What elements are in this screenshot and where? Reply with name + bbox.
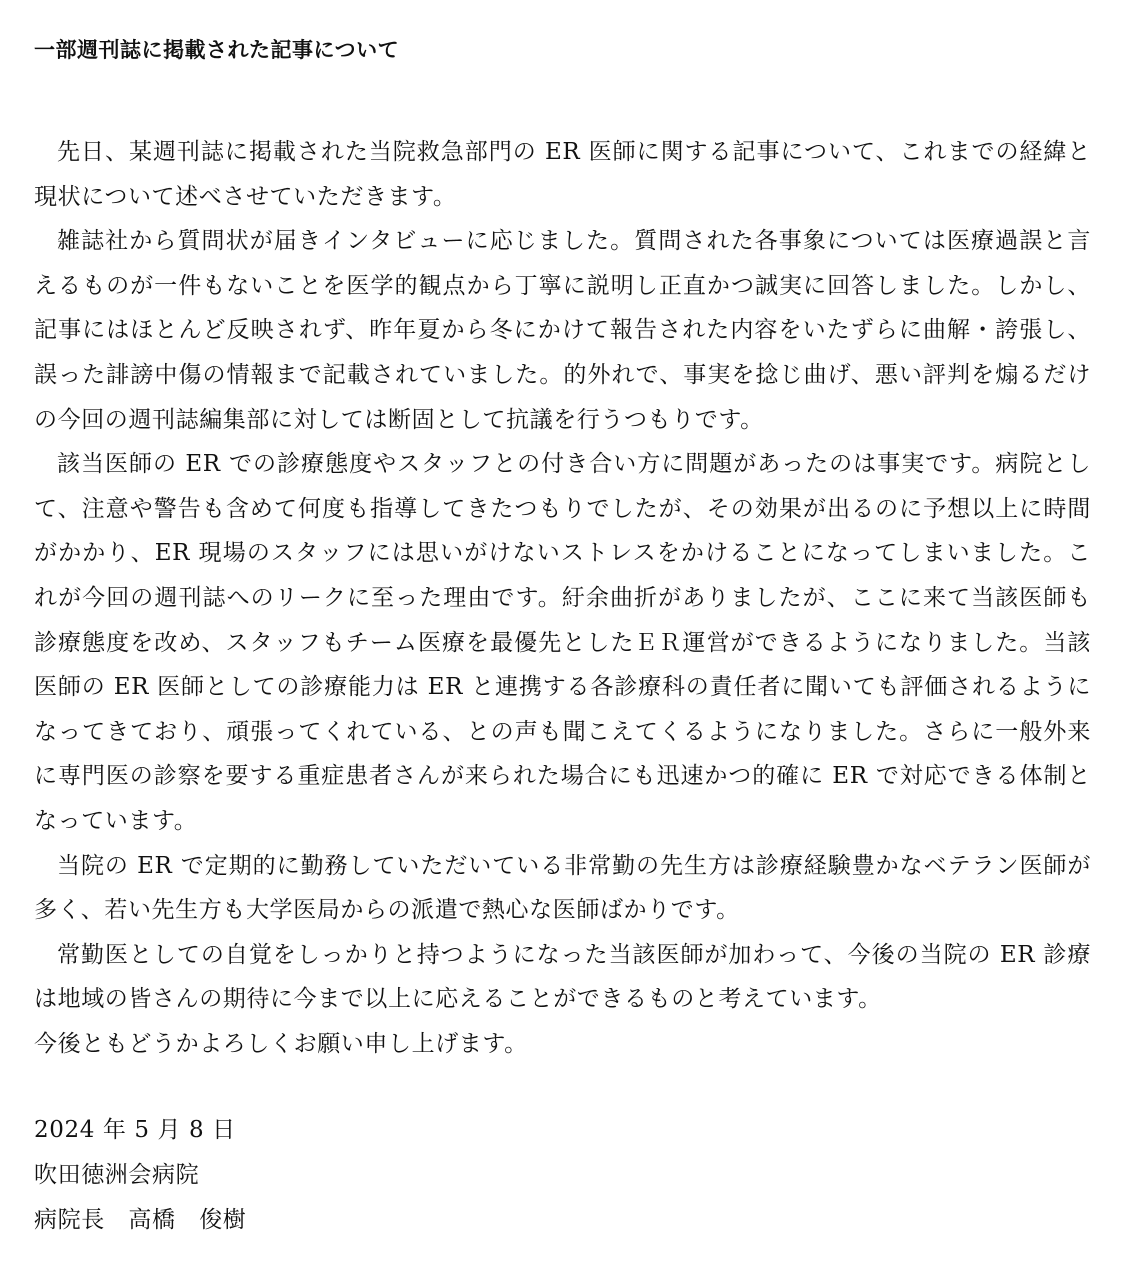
paragraph-part-time-staff: 当院の ER で定期的に勤務していただいている非常勤の先生方は診療経験豊かなベテラン医師が多く、若い先生方も大学医局からの派遣で熱心な医師ばかりです。: [34, 852, 1091, 924]
signature-hospital: 吹田徳洲会病院: [34, 1162, 200, 1189]
signature-date: 2024 年 5 月 8 日: [34, 1117, 236, 1144]
document-title: 一部週刊誌に掲載された記事について: [34, 38, 400, 62]
paragraph-closing: 今後ともどうかよろしくお願い申し上げます。: [34, 1030, 528, 1057]
paragraph-intro: 先日、某週刊誌に掲載された当院救急部門の ER 医師に関する記事について、これまでの経緯と現状について述べさせていただきます。: [34, 139, 1091, 210]
paragraph-interview: 雑誌社から質問状が届きインタビューに応じました。質問された各事象については医療過誤と言えるものが一件もないことを医学的観点から丁寧に説明し正直かつ誠実に回答しました。しかし、記事にはほとんど反映されず、昨年夏から冬にかけて報告された内容をいたずらに曲解・誇張し、誤った誹謗中傷の情報まで記載されていました。的外れで、事実を捻じ曲げ、悪い評判を煽るだけの今回の週刊誌編集部に対しては断固として抗議を行うつもりです。: [34, 228, 1091, 433]
paragraph-er-physician: 該当医師の ER での診療態度やスタッフとの付き合い方に問題があったのは事実です。病院として、注意や警告も含めて何度も指導してきたつもりでしたが、その効果が出るのに予想以上に時間がかかり、ER 現場のスタッフには思いがけないストレスをかけることになってしまいました。これが今回の週刊誌へのリークに至った理由です。紆余曲折がありましたが、ここに来て当該医師も診療態度を改め、スタッフもチーム医療を最優先としたＥＲ運営ができるようになりました。当該医師の ER 医師としての診療能力は ER と連携する各診療科の責任者に聞いても評価されるようになってきており、頑張ってくれている、との声も聞こえてくるようになりました。さらに一般外来に専門医の診察を要する重症患者さんが来られた場合にも迅速かつ的確に ER で対応できる体制となっています。: [34, 451, 1091, 834]
document-body: [34, 130, 1091, 1066]
paragraph-outlook: 常勤医としての自覚をしっかりと持つようになった当該医師が加わって、今後の当院の ER 診療は地域の皆さんの期待に今まで以上に応えることができるものと考えています。: [34, 941, 1091, 1013]
signature-director: 病院長 高橋 俊樹: [34, 1207, 247, 1234]
signature-block: [34, 1108, 1091, 1243]
